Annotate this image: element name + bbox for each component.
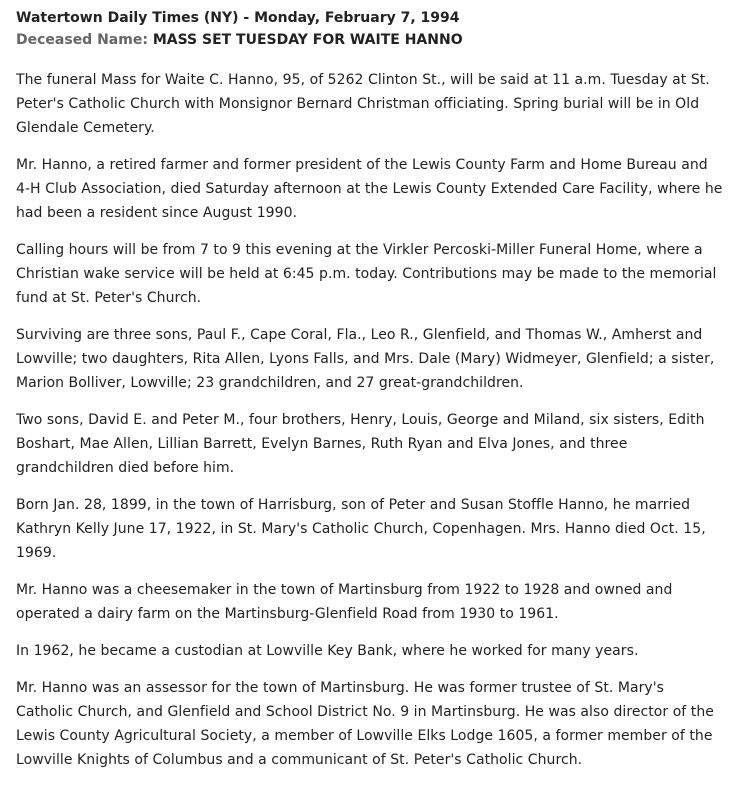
paragraph-birth-marriage: Born Jan. 28, 1899, in the town of Harrisburg, son of Peter and Susan Stoffle Hanno, he married Kathryn Kelly June 17, 1922, in St. Mary's Catholic Church, Copenhagen. Mrs. Hanno died Oct. 15, 1969. xyxy=(16,497,706,561)
deceased-name-line xyxy=(16,30,725,50)
paragraph-background: Mr. Hanno, a retired farmer and former president of the Lewis County Farm and Home Bureau and 4-H Club Association, died Saturday afternoon at the Lewis County Extended Care Facility, where he had been a resident since August 1990. xyxy=(16,157,723,221)
paragraph-funeral-mass: The funeral Mass for Waite C. Hanno, 95, of 5262 Clinton St., will be said at 11 a.m. Tuesday at St. Peter's Catholic Church with Monsignor Bernard Christman officiating. Spring burial will be in Old Glendale Cemetery. xyxy=(16,72,710,136)
obituary-body xyxy=(16,68,725,772)
paragraph-predeceased: Two sons, David E. and Peter M., four brothers, Henry, Louis, George and Miland, six sisters, Edith Boshart, Mae Allen, Lillian Barrett, Evelyn Barnes, Ruth Ryan and Elva Jones, and three grandchildren died before him. xyxy=(16,412,705,476)
paragraph-community: Mr. Hanno was an assessor for the town of Martinsburg. He was former trustee of St. Mary's Catholic Church, and Glenfield and School District No. 9 in Martinsburg. He was also director of the Lewis County Agricultural Society, a member of Lowville Elks Lodge 1605, a former member of the Lowville Knights of Columbus and a communicant of St. Peter's Catholic Church. xyxy=(16,680,714,768)
publication-line xyxy=(16,8,725,28)
paragraph-career-bank: In 1962, he became a custodian at Lowville Key Bank, where he worked for many years. xyxy=(16,643,639,659)
deceased-name-label: Deceased Name: xyxy=(16,32,148,48)
paragraph-career-farming: Mr. Hanno was a cheesemaker in the town of Martinsburg from 1922 to 1928 and owned and operated a dairy farm on the Martinsburg-Glenfield Road from 1930 to 1961. xyxy=(16,582,673,622)
publication-date: Monday, February 7, 1994 xyxy=(254,10,460,26)
header-separator: - xyxy=(238,10,255,26)
publication-name: Watertown Daily Times (NY) xyxy=(16,10,239,26)
deceased-name-value: MASS SET TUESDAY FOR WAITE HANNO xyxy=(152,32,463,48)
paragraph-calling-hours: Calling hours will be from 7 to 9 this evening at the Virkler Percoski-Miller Funeral Home, where a Christian wake service will be held at 6:45 p.m. today. Contributions may be made to the memorial fund at St. Peter's Church. xyxy=(16,242,717,306)
paragraph-survivors: Surviving are three sons, Paul F., Cape Coral, Fla., Leo R., Glenfield, and Thomas W., Amherst and Lowville; two daughters, Rita Allen, Lyons Falls, and Mrs. Dale (Mary) Widmeyer, Glenfield; a sister, Marion Bolliver, Lowville; 23 grandchildren, and 27 great-grandchildren. xyxy=(16,327,715,391)
